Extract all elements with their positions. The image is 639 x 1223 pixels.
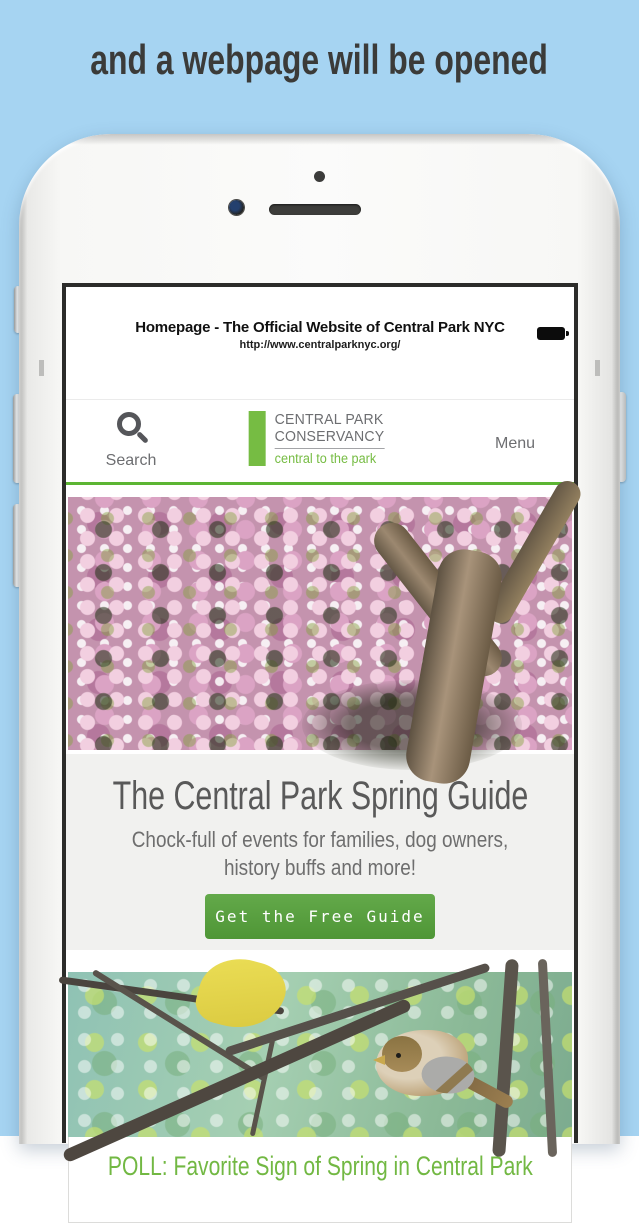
earpiece-speaker [269, 204, 361, 215]
logo-tagline: central to the park [274, 451, 377, 467]
proximity-sensor [314, 171, 325, 182]
logo-green-bar [249, 411, 266, 466]
menu-button[interactable] [482, 412, 548, 453]
tree-branch [538, 959, 557, 1157]
central-park-conservancy-logo[interactable] [249, 411, 392, 466]
search-button[interactable] [98, 412, 164, 470]
spring-guide-subtitle: Chock-full of events for families, dog owners, history buffs and more! [131, 827, 509, 880]
tree-branch [483, 476, 586, 628]
sparrow-wing [418, 1049, 479, 1101]
poll-image-sparrow[interactable] [68, 972, 572, 1137]
sparrow-beak [373, 1055, 385, 1065]
green-divider [66, 482, 574, 485]
battery-icon [537, 327, 565, 340]
sparrow-body [376, 1030, 468, 1096]
browser-url: http://www.centralparknyc.org/ [239, 339, 401, 351]
spring-guide-title: The Central Park Spring Guide [112, 774, 528, 818]
phone-screen [62, 283, 578, 1181]
search-label: Search [105, 452, 157, 469]
logo-text [275, 411, 385, 466]
front-camera [229, 200, 244, 215]
tree-branch [249, 1039, 274, 1137]
get-free-guide-button[interactable]: Get the Free Guide [205, 894, 435, 939]
search-icon [116, 412, 146, 442]
poll-article-card [68, 972, 572, 1223]
logo-line-1: CENTRAL PARK [274, 411, 384, 428]
sparrow-eye [396, 1053, 401, 1058]
antenna-line [595, 360, 600, 376]
sparrow-head [382, 1036, 422, 1072]
browser-page-title: Homepage - The Official Website of Central Park NYC [135, 319, 505, 336]
caption-row [0, 36, 639, 84]
spring-guide-section [66, 754, 574, 950]
logo-line-2: CONSERVANCY [274, 428, 385, 446]
caption-text: and a webpage will be opened [90, 36, 549, 83]
site-navbar [66, 400, 574, 482]
hero-image-cherry-blossoms[interactable] [68, 497, 572, 750]
menu-label: Menu [494, 435, 536, 452]
poll-headline-link[interactable]: POLL: Favorite Sign of Spring in Central Park [107, 1151, 533, 1181]
sparrow [360, 1008, 510, 1128]
yellow-leaf [191, 949, 291, 1039]
antenna-line [39, 360, 44, 376]
browser-header [66, 319, 574, 400]
logo-divider [275, 448, 385, 449]
